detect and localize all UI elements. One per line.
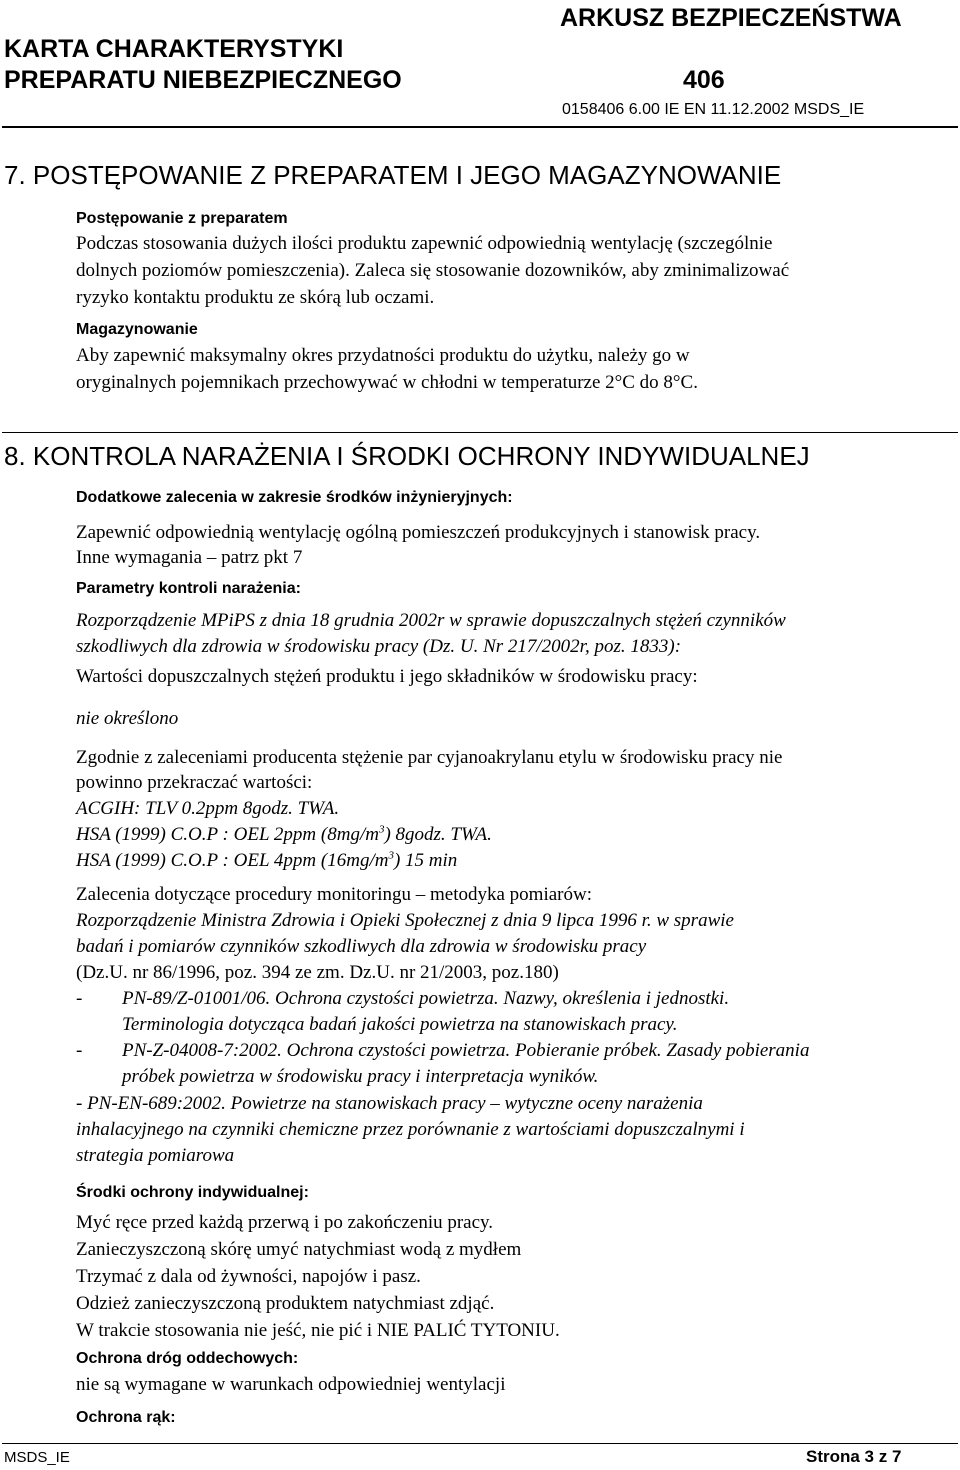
exposure-params-label: Parametry kontroli narażenia: bbox=[76, 580, 301, 597]
section7-title: 7. POSTĘPOWANIE Z PREPARATEM I JEGO MAGAZYNOWANIE bbox=[4, 160, 782, 190]
header-right-title: ARKUSZ BEZPIECZEŃSTWA bbox=[560, 4, 902, 32]
ppe-line: Myć ręce przed każdą przerwą i po zakończeniu pracy. bbox=[76, 1212, 494, 1233]
hsa-limit-text: ) 15 min bbox=[393, 850, 458, 871]
engineering-line: Inne wymagania – patrz pkt 7 bbox=[76, 547, 303, 568]
footer-rule bbox=[2, 1443, 958, 1444]
respiratory-label: Ochrona dróg oddechowych: bbox=[76, 1350, 299, 1367]
engineering-label: Dodatkowe zalecenia w zakresie środków inżynieryjnych: bbox=[76, 489, 513, 506]
storage-label: Magazynowanie bbox=[76, 321, 198, 338]
hsa-limit-sup: 3 bbox=[388, 849, 394, 862]
monitoring-regulation-line: badań i pomiarów czynników szkodliwych dla zdrowia w środowisku pracy bbox=[76, 936, 647, 957]
limits-line: Wartości dopuszczalnych stężeń produktu i jego składników w środowisku pracy: bbox=[76, 666, 698, 687]
standard-line: próbek powietrza w środowisku pracy i interpretacja wyników. bbox=[122, 1066, 599, 1087]
handling-line: Podczas stosowania dużych ilości produktu zapewnić odpowiednią wentylację (szczególnie bbox=[76, 233, 773, 254]
header-left-line1: KARTA CHARAKTERYSTYKI bbox=[4, 35, 344, 63]
header-rule bbox=[2, 126, 958, 128]
header-doc-number: 406 bbox=[683, 66, 725, 94]
manufacturer-line: Zgodnie z zaleceniami producenta stężenie par cyjanoakrylanu etylu w środowisku pracy nie bbox=[76, 747, 783, 768]
monitoring-regulation-line: (Dz.U. nr 86/1996, poz. 394 ze zm. Dz.U. nr 21/2003, poz.180) bbox=[76, 962, 559, 983]
standard-dash: - bbox=[76, 988, 83, 1009]
hsa-limit-text: ) 8godz. TWA. bbox=[384, 824, 492, 845]
monitoring-line: Zalecenia dotyczące procedury monitoringu – metodyka pomiarów: bbox=[76, 884, 592, 905]
hsa-limit-2 bbox=[76, 850, 457, 872]
hsa-limit-text: HSA (1999) C.O.P : OEL 2ppm (8mg/m bbox=[76, 824, 379, 845]
storage-line: Aby zapewnić maksymalny okres przydatności produktu do użytku, należy go w bbox=[76, 345, 690, 366]
standard-line: Terminologia dotycząca badań jakości powietrza na stanowiskach pracy. bbox=[122, 1014, 678, 1035]
page-number: Strona 3 z 7 bbox=[806, 1447, 902, 1466]
engineering-line: Zapewnić odpowiednią wentylację ogólną pomieszczeń produkcyjnych i stanowisk pracy. bbox=[76, 522, 761, 543]
standard-dash: - bbox=[76, 1040, 83, 1061]
storage-line: oryginalnych pojemnikach przechowywać w chłodni w temperaturze 2°C do 8°C. bbox=[76, 372, 698, 393]
ppe-line: Zanieczyszczoną skórę umyć natychmiast wodą z mydłem bbox=[76, 1239, 522, 1260]
standard-line: PN-Z-04008-7:2002. Ochrona czystości powietrza. Pobieranie próbek. Zasady pobierania bbox=[122, 1040, 810, 1061]
regulation-line: szkodliwych dla zdrowia w środowisku pracy (Dz. U. Nr 217/2002r, poz. 1833): bbox=[76, 636, 682, 657]
standard-line: inhalacyjnego na czynniki chemiczne przez porównanie z wartościami dopuszczalnymi i bbox=[76, 1119, 745, 1140]
section8-title: 8. KONTROLA NARAŻENIA I ŚRODKI OCHRONY INDYWIDUALNEJ bbox=[4, 441, 810, 471]
ppe-line: Trzymać z dala od żywności, napojów i pasz. bbox=[76, 1266, 421, 1287]
hsa-limit-text: HSA (1999) C.O.P : OEL 4ppm (16mg/m bbox=[76, 850, 389, 871]
respiratory-line: nie są wymagane w warunkach odpowiedniej wentylacji bbox=[76, 1374, 506, 1395]
regulation-line: Rozporządzenie MPiPS z dnia 18 grudnia 2002r w sprawie dopuszczalnych stężeń czynników bbox=[76, 610, 786, 631]
manufacturer-line: powinno przekraczać wartości: bbox=[76, 772, 313, 793]
hsa-limit-sup: 3 bbox=[378, 823, 385, 836]
handling-line: dolnych poziomów pomieszczenia). Zaleca się stosowanie dozowników, aby zminimalizować bbox=[76, 260, 790, 281]
header-doc-ref: 0158406 6.00 IE EN 11.12.2002 MSDS_IE bbox=[562, 101, 865, 118]
acgih-limit: ACGIH: TLV 0.2ppm 8godz. TWA. bbox=[76, 798, 340, 819]
ppe-line: Odzież zanieczyszczoną produktem natychmiast zdjąć. bbox=[76, 1293, 495, 1314]
standard-line: PN-89/Z-01001/06. Ochrona czystości powietrza. Nazwy, określenia i jednostki. bbox=[122, 988, 730, 1009]
standard-line: strategia pomiarowa bbox=[76, 1145, 235, 1166]
ppe-label: Środki ochrony indywidualnej: bbox=[76, 1184, 309, 1201]
section-rule bbox=[2, 432, 958, 433]
handling-label: Postępowanie z preparatem bbox=[76, 210, 288, 227]
monitoring-regulation-line: Rozporządzenie Ministra Zdrowia i Opieki Społecznej z dnia 9 lipca 1996 r. w sprawie bbox=[76, 910, 734, 931]
handling-line: ryzyko kontaktu produktu ze skórą lub oczami. bbox=[76, 287, 435, 308]
not-determined: nie określono bbox=[76, 708, 179, 729]
footer-left: MSDS_IE bbox=[4, 1449, 70, 1466]
hand-protection-label: Ochrona rąk: bbox=[76, 1409, 176, 1426]
ppe-line: W trakcie stosowania nie jeść, nie pić i NIE PALIĆ TYTONIU. bbox=[76, 1320, 560, 1341]
header-left-line2: PREPARATU NIEBEZPIECZNEGO bbox=[4, 66, 402, 94]
standard-line: - PN-EN-689:2002. Powietrze na stanowiskach pracy – wytyczne oceny narażenia bbox=[76, 1093, 703, 1114]
hsa-limit-1 bbox=[76, 824, 492, 846]
